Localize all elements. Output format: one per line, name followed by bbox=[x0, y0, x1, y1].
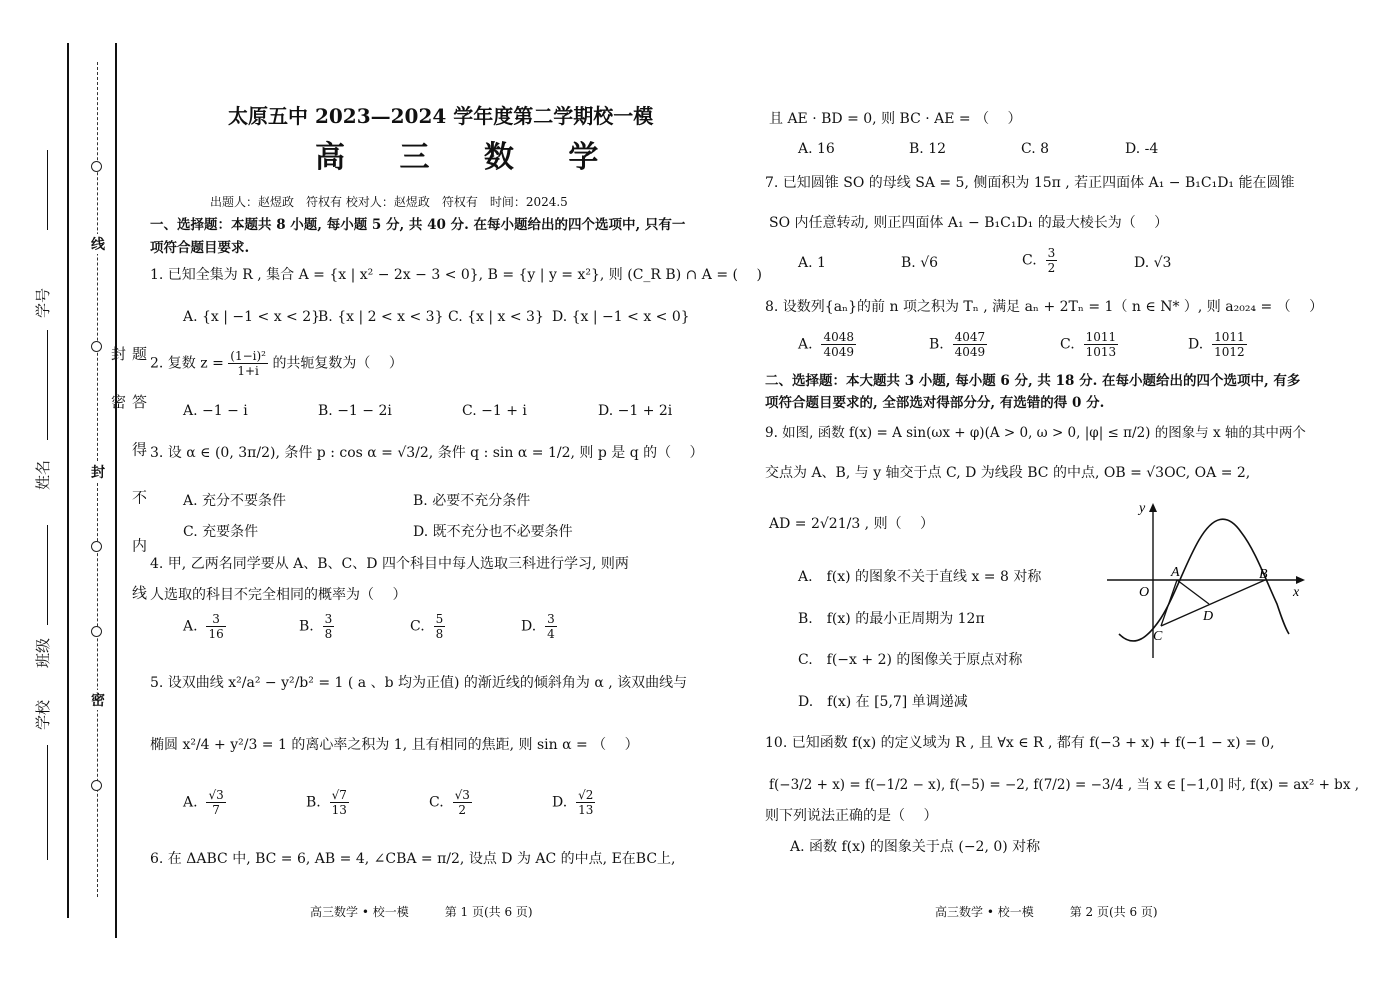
q9-option-d: D. f(x) 在 [5,7] 单调递减 bbox=[798, 694, 968, 710]
q6-option-a: A. 16 bbox=[798, 141, 835, 157]
q6-option-c: C. 8 bbox=[1021, 141, 1050, 157]
q1-option-c: C. {x | x < 3} bbox=[448, 309, 544, 325]
q2-denominator: 1+i bbox=[237, 364, 259, 378]
q9-option-b: B. f(x) 的最小正周期为 12π bbox=[798, 611, 985, 627]
q10-stem-3: 则下列说法正确的是（ ） bbox=[765, 808, 938, 824]
q9-stem-2: 交点为 A、B, 与 y 轴交于点 C, D 为线段 BC 的中点, OB = √3OC, OA = 2, bbox=[765, 465, 1251, 481]
q4-stem-1: 4. 甲, 乙两名同学要从 A、B、C、D 四个科目中每人选取三科进行学习, 则两 bbox=[150, 556, 629, 572]
q3-option-c: C. 充要条件 bbox=[183, 524, 259, 540]
binding-hole bbox=[91, 780, 102, 791]
q5-b-den: 13 bbox=[331, 803, 347, 817]
q2-option-a: A. −1 − i bbox=[183, 403, 248, 419]
q7-option-b: B. √6 bbox=[901, 255, 939, 271]
q10-option-a: A. 函数 f(x) 的图象关于点 (−2, 0) 对称 bbox=[790, 839, 1041, 855]
blank-line bbox=[47, 525, 48, 625]
binding-notice: 题 答 得 不 内 线 封 密 bbox=[109, 346, 148, 614]
q5-c-num: √3 bbox=[454, 788, 470, 802]
q5-option-b: B. $\frac{√7}{13}$ bbox=[306, 788, 347, 817]
student-id-label: 学号 bbox=[34, 287, 52, 318]
q5-option-c: C. $\frac{√3}{2}$ bbox=[429, 788, 470, 817]
section2-heading: 二、选择题：本大题共 3 小题, 每小题 6 分, 共 18 分. 在每小题给出的四个选项中, 有多 bbox=[765, 373, 1301, 389]
q2-stem-post: 的共轭复数为（ ） bbox=[272, 355, 403, 372]
q8-a-num: 4048 bbox=[823, 330, 855, 344]
q8-a-den: 4049 bbox=[823, 345, 855, 359]
section1-heading: 一、选择题：本题共 8 小题, 每小题 5 分, 共 40 分. 在每小题给出的四个选项中, 只有一 bbox=[150, 217, 686, 233]
q5-d-num: √2 bbox=[578, 788, 594, 802]
q4-option-b: B. $\frac{3}{8}$ bbox=[299, 612, 333, 641]
q4-option-a: A. $\frac{3}{16}$ bbox=[183, 612, 224, 641]
q9-option-c: C. f(−x + 2) 的图像关于原点对称 bbox=[798, 652, 1023, 668]
q4-c-num: 5 bbox=[435, 612, 444, 626]
binding-hole bbox=[91, 341, 102, 352]
graph-label-b: B bbox=[1259, 567, 1268, 582]
q8-option-d: D. $\frac{1011}{1012}$ bbox=[1188, 330, 1245, 359]
q4-a-den: 16 bbox=[208, 627, 224, 641]
q7-stem-2: SO 内任意转动, 则正四面体 A₁ − B₁C₁D₁ 的最大棱长为（ ） bbox=[769, 215, 1169, 231]
exam-meta: 出题人：赵煜政 符权有 校对人：赵煜政 符权有 时间：2024.5 bbox=[210, 195, 568, 209]
q3-option-a: A. 充分不要条件 bbox=[183, 493, 287, 509]
q4-a-num: 3 bbox=[206, 612, 225, 627]
school-label: 学校 bbox=[34, 699, 52, 730]
q4-d-den: 4 bbox=[547, 627, 555, 641]
binding-hole bbox=[91, 626, 102, 637]
y-axis-arrow bbox=[1149, 503, 1157, 512]
q7-c-prefix: C. bbox=[1022, 252, 1037, 269]
q5-option-d: D. $\frac{√2}{13}$ bbox=[552, 788, 594, 817]
binding-hole bbox=[91, 161, 102, 172]
segment-ad bbox=[1177, 580, 1209, 604]
q2-stem-pre: 2. 复数 z = bbox=[150, 355, 224, 372]
q5-option-a: A. $\frac{√3}{7}$ bbox=[183, 788, 224, 817]
segment-ac bbox=[1161, 580, 1177, 626]
q8-option-a: A. $\frac{4048}{4049}$ bbox=[798, 330, 855, 359]
q1-option-b: B. {x | 2 < x < 3} bbox=[318, 309, 444, 325]
q5-c-den: 2 bbox=[458, 803, 467, 817]
q10-stem-1: 10. 已知函数 f(x) 的定义域为 R , 且 ∀x ∈ R , 都有 f(−3 + x) + f(−1 − x) = 0, bbox=[765, 735, 1275, 751]
q6-stem-2: 且 AE · BD = 0, 则 BC · AE = （ ） bbox=[769, 111, 1022, 127]
q4-stem-2: 人选取的科目不完全相同的概率为（ ） bbox=[150, 587, 407, 603]
binding-hole bbox=[91, 541, 102, 552]
q2-option-b: B. −1 − 2i bbox=[318, 403, 392, 419]
blank-line bbox=[47, 330, 48, 440]
q3-option-d: D. 既不充分也不必要条件 bbox=[413, 524, 573, 540]
q8-option-c: C. $\frac{1011}{1013}$ bbox=[1060, 330, 1117, 359]
q4-option-c: C. $\frac{5}{8}$ bbox=[410, 612, 444, 641]
q7-option-d: D. √3 bbox=[1134, 255, 1172, 271]
q3-option-b: B. 必要不充分条件 bbox=[413, 493, 531, 509]
q8-c-num: 1011 bbox=[1085, 330, 1117, 344]
footer-right: 高三数学 • 校一模 第 2 页(共 6 页) bbox=[935, 905, 1158, 919]
q10-stem-2: f(−3/2 + x) = f(−1/2 − x), f(−5) = −2, f(7/2) = −3/4 , 当 x ∈ [−1,0] 时, f(x) = ax² + bx , bbox=[769, 777, 1360, 793]
q1-option-d: D. {x | −1 < x < 0} bbox=[552, 309, 690, 325]
q7-option-a: A. 1 bbox=[798, 255, 826, 271]
subject-title: 高 三 数 学 bbox=[315, 140, 621, 175]
blank-line bbox=[47, 745, 48, 860]
q5-b-num: √7 bbox=[331, 788, 347, 802]
q8-b-num: 4047 bbox=[954, 330, 986, 344]
q5-d-den: 13 bbox=[578, 803, 594, 817]
q7-option-c bbox=[1022, 246, 1057, 275]
q8-option-b: B. $\frac{4047}{4049}$ bbox=[929, 330, 986, 359]
q5-stem-1: 5. 设双曲线 x²/a² − y²/b² = 1 ( a 、b 均为正值) 的渐近线的倾斜角为 α , 该双曲线与 bbox=[150, 675, 688, 691]
graph-label-a: A bbox=[1171, 565, 1180, 580]
q8-d-num: 1011 bbox=[1214, 330, 1245, 344]
graph-label-d: D bbox=[1203, 609, 1214, 624]
q9-option-a: A. f(x) 的图象不关于直线 x = 8 对称 bbox=[798, 569, 1042, 585]
graph-label-y: y bbox=[1139, 501, 1146, 516]
q8-b-den: 4049 bbox=[954, 345, 986, 359]
class-label: 班级 bbox=[34, 637, 52, 668]
q6-option-d: D. -4 bbox=[1125, 141, 1159, 157]
section1-heading-2: 项符合题目要求. bbox=[150, 240, 250, 256]
graph-label-x: x bbox=[1293, 585, 1300, 600]
graph-label-c: C bbox=[1153, 629, 1163, 644]
q8-stem: 8. 设数列{aₙ}的前 n 项之积为 Tₙ , 满足 aₙ + 2Tₙ = 1（ n ∈ N* ）, 则 a₂₀₂₄ = （ ） bbox=[765, 299, 1324, 315]
graph-label-o: O bbox=[1139, 585, 1150, 600]
footer-left: 高三数学 • 校一模 第 1 页(共 6 页) bbox=[310, 905, 533, 919]
q7-c-num: 3 bbox=[1047, 246, 1056, 260]
q8-d-den: 1012 bbox=[1214, 345, 1245, 359]
q6-stem-1: 6. 在 ΔABC 中, BC = 6, AB = 4, ∠CBA = π/2, 设点 D 为 AC 的中点, E在BC上, bbox=[150, 851, 676, 867]
x-axis-arrow bbox=[1296, 576, 1305, 584]
q4-b-num: 3 bbox=[324, 612, 333, 626]
section2-heading-2: 项符合题目要求的, 全部选对得部分分, 有选错的得 0 分. bbox=[765, 395, 1105, 411]
exam-title: 太原五中 2023—2024 学年度第二学期校一模 bbox=[228, 104, 654, 128]
q5-a-num: √3 bbox=[208, 788, 224, 802]
q4-b-den: 8 bbox=[324, 627, 333, 641]
q8-c-den: 1013 bbox=[1085, 345, 1117, 359]
q4-c-den: 8 bbox=[435, 627, 444, 641]
q7-c-den: 2 bbox=[1047, 261, 1056, 275]
q4-option-d: D. $\frac{3}{4}$ bbox=[521, 612, 555, 641]
seal-char-seal: 封 bbox=[91, 462, 105, 482]
name-label: 姓名 bbox=[34, 459, 52, 490]
q2-numerator: (1−i)² bbox=[230, 349, 266, 363]
q3-stem: 3. 设 α ∈ (0, 3π/2), 条件 p : cos α = √3/2, 条件 q : sin α = 1/2, 则 p 是 q 的（ ） bbox=[150, 445, 704, 461]
blank-line bbox=[47, 150, 48, 230]
q2-stem bbox=[150, 349, 403, 378]
seal-char-close: 密 bbox=[91, 690, 105, 710]
q2-option-c: C. −1 + i bbox=[462, 403, 527, 419]
q5-a-den: 7 bbox=[212, 803, 220, 817]
q9-stem-1: 9. 如图, 函数 f(x) = A sin(ωx + φ)(A > 0, ω > 0, |φ| ≤ π/2) 的图象与 x 轴的其中两个 bbox=[765, 425, 1306, 441]
q6-option-b: B. 12 bbox=[909, 141, 947, 157]
q9-function-graph bbox=[1105, 498, 1310, 663]
q5-stem-2: 椭圆 x²/4 + y²/3 = 1 的离心率之积为 1, 且有相同的焦距, 则 sin α = （ ） bbox=[150, 737, 639, 753]
q2-fraction bbox=[228, 349, 268, 378]
q2-option-d: D. −1 + 2i bbox=[598, 403, 673, 419]
q9-stem-3: AD = 2√21/3 , 则（ ） bbox=[769, 516, 935, 532]
q1-stem: 1. 已知全集为 R , 集合 A = {x | x² − 2x − 3 < 0}, B = {y | y = x²}, 则 (C_R B) ∩ A = ( ) bbox=[150, 267, 762, 283]
seal-char-line: 线 bbox=[91, 234, 105, 254]
q7-stem-1: 7. 已知圆锥 SO 的母线 SA = 5, 侧面积为 15π , 若正四面体 A₁ − B₁C₁D₁ 能在圆锥 bbox=[765, 175, 1295, 191]
q4-d-num: 3 bbox=[547, 612, 555, 626]
q1-option-a: A. {x | −1 < x < 2} bbox=[183, 309, 321, 325]
binding-line-outer bbox=[67, 43, 69, 918]
